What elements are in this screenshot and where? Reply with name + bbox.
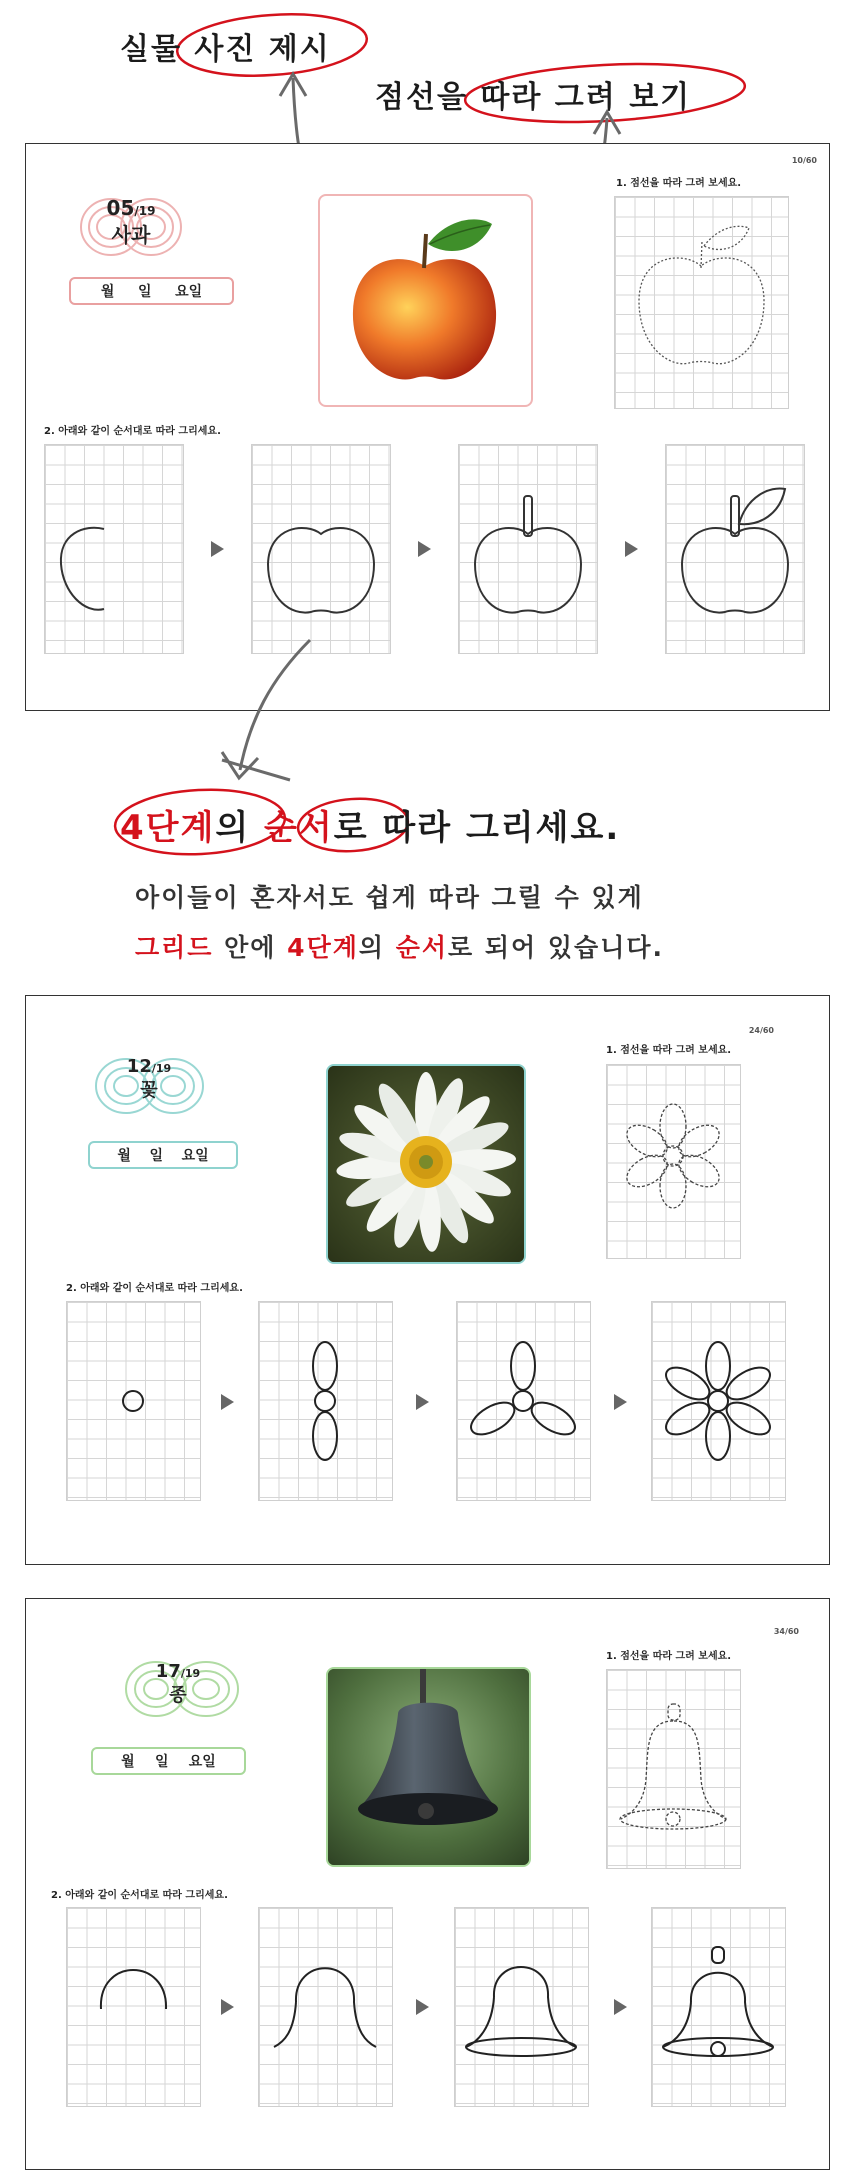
- apple-trace-outline: [614, 196, 789, 409]
- daisy-photo: [326, 1064, 526, 1264]
- subtext-line-1: 아이들이 혼자서도 쉽게 따라 그릴 수 있게: [135, 883, 644, 912]
- bell-trace-outline: [606, 1669, 741, 1869]
- date-day-label: 일: [137, 284, 152, 300]
- date-month-label: 월: [121, 1754, 135, 1770]
- step-arrow-2: [416, 1394, 429, 1410]
- headline-part: 로 따라 그리세요.: [333, 808, 621, 848]
- worksheet-panel-bell: [25, 1598, 830, 2170]
- subtext-part: 의: [358, 933, 396, 962]
- apple-photo: [318, 194, 533, 407]
- annotation-trace-label: 점선을 따라 그려 보기: [375, 80, 692, 115]
- flower-step-1-drawing: [66, 1301, 201, 1501]
- lesson-number: 12: [126, 1056, 152, 1077]
- apple-step-3-drawing: [458, 444, 598, 654]
- date-day-label: 일: [154, 1754, 169, 1770]
- step-arrow-1: [221, 1999, 234, 2015]
- date-field[interactable]: [88, 1141, 238, 1169]
- step-arrow-1: [221, 1394, 234, 1410]
- step-arrow-1: [211, 541, 224, 557]
- subtext-grid: 그리드: [135, 933, 214, 962]
- flower-step-2-drawing: [258, 1301, 393, 1501]
- step-arrow-3: [625, 541, 638, 557]
- date-day-label: 일: [149, 1148, 163, 1164]
- date-month-label: 월: [117, 1148, 131, 1164]
- apple-step-4-drawing: [665, 444, 805, 654]
- bell-step-3-drawing: [454, 1907, 589, 2107]
- step-arrow-3: [614, 1394, 627, 1410]
- lesson-title: 사과: [111, 223, 151, 247]
- headline-steps: 4단계: [120, 808, 216, 848]
- date-weekday-label: 요일: [181, 1148, 209, 1164]
- date-month-label: 월: [100, 284, 115, 300]
- step-arrow-2: [416, 1999, 429, 2015]
- worksheet-panel-apple: [25, 143, 830, 711]
- page-number: 24/60: [748, 1026, 774, 1035]
- headline-part: 의: [215, 808, 265, 848]
- step-arrow-2: [418, 541, 431, 557]
- annotation-photo-label: 실물 사진 제시: [120, 32, 331, 67]
- page-number: 34/60: [773, 1627, 799, 1636]
- steps-instruction: 2. 아래와 같이 순서대로 따라 그리세요.: [44, 426, 221, 437]
- date-field[interactable]: [91, 1747, 246, 1775]
- page-number: 10/60: [791, 156, 817, 165]
- apple-step-2-drawing: [251, 444, 391, 654]
- lesson-badge: [123, 1661, 233, 1731]
- headline: [120, 800, 620, 849]
- lesson-number: 17: [155, 1661, 181, 1682]
- subtext-part: 안에: [213, 933, 288, 962]
- date-weekday-label: 요일: [188, 1754, 216, 1770]
- steps-instruction: 2. 아래와 같이 순서대로 따라 그리세요.: [66, 1283, 243, 1294]
- lesson-number: 05: [106, 196, 135, 220]
- step-arrow-3: [614, 1999, 627, 2015]
- date-weekday-label: 요일: [175, 284, 203, 300]
- headline-order: 순서: [264, 808, 334, 848]
- lesson-total: /19: [134, 204, 156, 218]
- apple-step-1-drawing: [44, 444, 184, 654]
- trace-instruction: 1. 점선을 따라 그려 보세요.: [606, 1651, 732, 1662]
- worksheet-panel-flower: [25, 995, 830, 1565]
- trace-instruction: 1. 점선을 따라 그려 보세요.: [616, 178, 742, 189]
- bell-step-2-drawing: [258, 1907, 393, 2107]
- flower-step-4-drawing: [651, 1301, 786, 1501]
- flower-step-3-drawing: [456, 1301, 591, 1501]
- flower-trace-outline: [606, 1064, 741, 1259]
- subtext-steps: 4단계: [287, 933, 359, 962]
- subtext-order: 순서: [395, 933, 449, 962]
- subtext-part: 로 되어 있습니다.: [448, 933, 665, 962]
- trace-instruction: 1. 점선을 따라 그려 보세요.: [606, 1045, 732, 1056]
- lesson-total: /19: [151, 1062, 172, 1075]
- bell-step-4-drawing: [651, 1907, 786, 2107]
- lesson-badge: [76, 196, 186, 266]
- lesson-total: /19: [180, 1667, 201, 1680]
- date-field[interactable]: [69, 277, 234, 305]
- lesson-badge: [94, 1056, 204, 1126]
- subtext-line-2: [135, 928, 664, 964]
- bell-photo: [326, 1667, 531, 1867]
- steps-instruction: 2. 아래와 같이 순서대로 따라 그리세요.: [51, 1890, 228, 1901]
- lesson-title: 꽃: [140, 1080, 158, 1101]
- lesson-title: 종: [169, 1685, 187, 1706]
- bell-step-1-drawing: [66, 1907, 201, 2107]
